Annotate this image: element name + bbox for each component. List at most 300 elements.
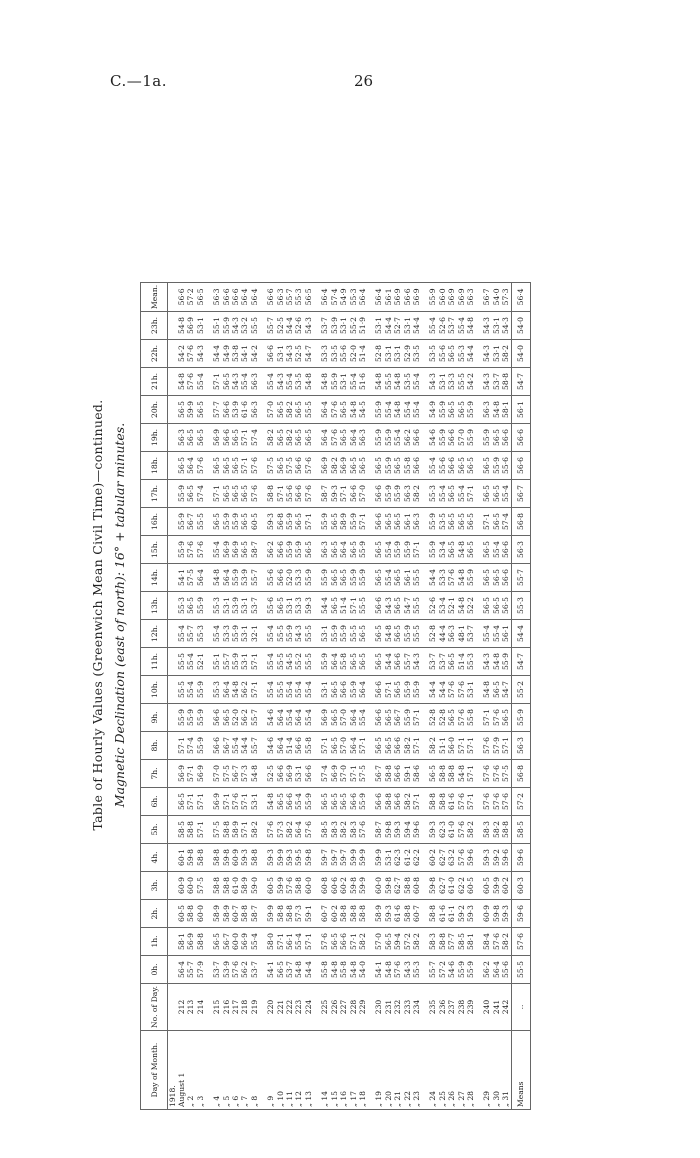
column-header: 18h. [141,451,168,479]
hour-value: 56·5 [330,731,339,759]
hour-value: 56·5 [330,591,339,619]
hour-value: 54·3 [482,311,491,339]
hour-value: 61·6 [393,899,402,927]
means-row [511,282,530,1109]
hour-value: 58·8 [212,871,221,899]
hour-value: 59·4 [393,927,402,955]
hour-value: 56·6 [412,423,421,451]
hour-value: 52·8 [428,703,437,731]
hour-value: 57·1 [196,815,205,843]
empty-cell [205,675,212,703]
hour-value: 56·3 [276,282,285,311]
hour-value: 54·4 [285,311,294,339]
hour-value: 55·4 [438,479,447,507]
hour-value: 58·8 [222,815,231,843]
empty-cell [421,899,428,927]
empty-cell [367,395,374,423]
hour-value: 56·6 [285,787,294,815]
hour-value: 57·6 [492,703,501,731]
hour-value: 58·8 [222,871,231,899]
table-row [384,282,393,1109]
empty-cell [205,843,212,871]
hour-value: 53·1 [393,339,402,367]
hour-value: 59·3 [285,843,294,871]
column-header: Day of Month. [141,1031,168,1110]
hour-value: 57·1 [466,479,475,507]
hour-value: 58·3 [482,815,491,843]
empty-cell [205,927,212,955]
empty-cell [205,983,212,1030]
empty-cell [259,675,266,703]
hour-value: 58·8 [276,899,285,927]
hour-value: 55·8 [304,731,313,759]
hour-value: 60·5 [266,871,275,899]
column-header: 14h. [141,563,168,591]
hour-value: 58·5 [320,815,329,843]
day-of-month: „ 27 [457,1031,466,1110]
empty-cell [168,563,178,591]
hour-value: 55·4 [428,311,437,339]
hour-value: 55·4 [266,675,275,703]
hour-value: 57·9 [196,955,205,983]
empty-cell [367,731,374,759]
hour-value: 55·9 [384,479,393,507]
hour-value: 56·5 [384,731,393,759]
empty-cell [313,927,320,955]
hour-value: 56·4 [186,451,195,479]
empty-cell [421,871,428,899]
hour-value: 55·9 [177,535,186,563]
day-number: 214 [196,983,205,1030]
hour-value: 57·6 [285,871,294,899]
hour-value: 57·6 [457,703,466,731]
empty-cell [168,703,178,731]
hour-value: 58·9 [240,871,249,899]
column-header: 3h. [141,871,168,899]
empty-cell [475,282,482,311]
empty-cell [421,423,428,451]
hour-value: 57·6 [492,927,501,955]
column-header: 17h. [141,479,168,507]
empty-cell [205,619,212,647]
hour-value: 54·8 [177,311,186,339]
hour-value: 55·4 [492,619,501,647]
hour-value: 58·9 [222,899,231,927]
hour-value: 55·9 [177,507,186,535]
table-row [438,282,447,1109]
hour-value: 54·8 [250,759,259,787]
hour-value: 56·5 [276,591,285,619]
day-number: 221 [276,983,285,1030]
empty-cell [367,479,374,507]
hour-value: 60·7 [412,899,421,927]
hour-value: 55·6 [285,479,294,507]
table-row [482,282,491,1109]
mean-value: 55·9 [511,703,530,731]
table-row [177,282,186,1109]
hour-value: 53·2 [240,311,249,339]
hour-value: 60·2 [339,871,348,899]
hour-value: 55·4 [358,703,367,731]
empty-cell [168,675,178,703]
hour-value: 56·5 [222,367,231,395]
empty-cell [313,619,320,647]
table-row [231,282,240,1109]
hour-value: 55·3 [457,339,466,367]
hour-value: 56·3 [403,479,412,507]
hour-value: 54·8 [457,591,466,619]
hour-value: 59·8 [349,871,358,899]
column-header: 12h. [141,619,168,647]
hour-value: 56·6 [231,282,240,311]
hour-value: 56·5 [374,451,383,479]
hour-value: 53·1 [374,311,383,339]
hour-value: 56·5 [447,395,456,423]
hour-value: 57·1 [466,787,475,815]
hour-value: 55·8 [403,451,412,479]
table-title: Table of Hourly Values (Greenwich Mean Civil Time)—continued. [90,399,105,831]
hour-value: 54·4 [438,675,447,703]
hour-value: 58·1 [501,395,511,423]
hour-value: 57·1 [466,759,475,787]
hour-value: 56·6 [374,675,383,703]
hour-value: 61·1 [447,899,456,927]
day-number: 237 [447,983,456,1030]
hour-value: 58·8 [212,843,221,871]
table-row [374,282,383,1109]
hour-value: 57·0 [358,479,367,507]
day-number: 218 [240,983,249,1030]
hour-value: 59·7 [330,843,339,871]
day-of-month: „ 14 [320,1031,329,1110]
day-of-month: „ 13 [304,1031,313,1110]
hour-value: 55·9 [349,675,358,703]
hour-value: 56·6 [339,675,348,703]
hour-value: 58·8 [403,899,412,927]
day-number: 212 [177,983,186,1030]
empty-cell [475,619,482,647]
hour-value: 59·1 [304,899,313,927]
mean-value: 56·3 [511,731,530,759]
day-number: 223 [294,983,303,1030]
hour-value: 54·8 [482,675,491,703]
day-of-month: „ 22 [403,1031,412,1110]
hour-value: 58·9 [339,507,348,535]
hour-value: 56·4 [339,535,348,563]
hour-value: 55·4 [482,619,491,647]
hour-value: 57·6 [482,759,491,787]
hour-value: 56·5 [501,703,511,731]
hour-value: 54·3 [384,591,393,619]
hour-value: 55·7 [186,619,195,647]
hour-value: 55·5 [304,395,313,423]
empty-cell [421,395,428,423]
empty-cell [313,395,320,423]
hour-value: 55·4 [349,367,358,395]
empty-cell [475,563,482,591]
hour-value: 57·6 [186,367,195,395]
hour-value: 56·5 [276,451,285,479]
empty-cell [205,703,212,731]
hour-value: 55·9 [457,955,466,983]
hour-value: 56·6 [304,759,313,787]
hour-value: 55·3 [466,647,475,675]
day-of-month: „ 19 [374,1031,383,1110]
empty-cell [259,787,266,815]
empty-cell [259,423,266,451]
hour-value: 58·1 [466,927,475,955]
hour-value: 54·4 [212,339,221,367]
day-number: 240 [482,983,491,1030]
hour-value: 56·6 [222,395,231,423]
hour-value: 53·5 [403,367,412,395]
hour-value: 56·5 [384,703,393,731]
day-of-month: „ 21 [393,1031,402,1110]
hour-value: 53·1 [339,367,348,395]
hour-value: 53·1 [276,339,285,367]
hour-value: 56·9 [320,451,329,479]
hour-value: 52·5 [266,759,275,787]
hour-value: 60·7 [231,899,240,927]
hour-value: 54·3 [231,311,240,339]
hour-value: 54·6 [266,731,275,759]
hour-value: 58·8 [438,787,447,815]
hour-value: 55·7 [403,647,412,675]
empty-cell [259,619,266,647]
hour-value: 56·5 [374,619,383,647]
mean-value: 60·3 [511,871,530,899]
hour-value: 57·2 [403,927,412,955]
hour-value: 57·6 [266,815,275,843]
hour-value: 57·6 [482,787,491,815]
hour-value: 56·5 [177,787,186,815]
hour-value: 56·9 [457,282,466,311]
empty-cell [475,927,482,955]
empty-cell [475,647,482,675]
hour-value: 55·4 [412,395,421,423]
day-of-month: „ 9 [266,1031,275,1110]
hour-value: 56·9 [330,759,339,787]
hour-value: 56·5 [482,535,491,563]
hour-value: 60·0 [231,927,240,955]
day-number: 235 [428,983,437,1030]
hour-value: 54·8 [330,955,339,983]
group-spacer [367,282,374,1109]
column-header: 4h. [141,843,168,871]
hour-value: 53·3 [294,563,303,591]
column-header: 11h. [141,647,168,675]
hour-value: 57·6 [457,843,466,871]
hour-value: 54·8 [349,955,358,983]
hour-value: 53·1 [294,759,303,787]
column-header: 22h. [141,339,168,367]
hour-value: 57·4 [330,282,339,311]
hour-value: 57·1 [349,759,358,787]
hour-value: 55·1 [212,647,221,675]
empty-cell [313,843,320,871]
hour-value: 56·5 [393,591,402,619]
hour-value: 55·6 [339,339,348,367]
hour-value: 57·6 [457,787,466,815]
hour-value: 56·3 [358,423,367,451]
hour-value: 56·5 [384,927,393,955]
group-spacer [421,282,428,1109]
table-row [276,282,285,1109]
hour-value: 56·5 [457,507,466,535]
hour-value: 57·6 [457,815,466,843]
day-of-month: „ 31 [501,1031,511,1110]
hour-value: 60·0 [304,871,313,899]
empty-cell [421,339,428,367]
hour-value: 54·8 [349,395,358,423]
hour-value: 56·5 [492,423,501,451]
hour-value: 56·5 [374,535,383,563]
hour-value: 56·5 [320,787,329,815]
hour-value: 54·8 [457,759,466,787]
empty-cell [421,535,428,563]
empty-cell [313,871,320,899]
hour-value: 55·9 [438,423,447,451]
hour-value: 59·9 [276,843,285,871]
hour-value: 55·7 [428,955,437,983]
empty-cell [168,871,178,899]
column-header: 13h. [141,591,168,619]
hour-value: 56·5 [196,423,205,451]
mean-value: 54·0 [511,339,530,367]
empty-cell [205,367,212,395]
hour-value: 56·7 [222,927,231,955]
hour-value: 53·1 [492,311,501,339]
empty-cell [367,535,374,563]
hour-value: 53·1 [320,675,329,703]
hour-value: 58·2 [492,815,501,843]
hour-value: 62·7 [438,871,447,899]
hour-value: 53·7 [212,955,221,983]
hour-value: 54·3 [482,647,491,675]
hour-value: 56·3 [212,282,221,311]
hour-value: 51·6 [358,367,367,395]
table-row [266,282,275,1109]
hour-value: 57·6 [492,787,501,815]
hour-value: 56·9 [412,282,421,311]
hour-value: 55·9 [177,703,186,731]
hour-value: 56·3 [447,619,456,647]
day-of-month: „ 24 [428,1031,437,1110]
hour-value: 56·5 [447,479,456,507]
hour-value: 62·2 [412,843,421,871]
hour-value: 59·9 [349,843,358,871]
empty-cell [259,367,266,395]
hour-value: 58·2 [285,395,294,423]
hour-value: 53·7 [250,955,259,983]
hour-value: 55·5 [412,619,421,647]
hour-value: 56·4 [250,282,259,311]
hour-value: 55·5 [412,591,421,619]
hour-value: 56·2 [403,423,412,451]
hour-value: 55·8 [339,647,348,675]
hour-value: 51·1 [438,731,447,759]
hour-value: 56·5 [482,563,491,591]
empty-cell [475,731,482,759]
hour-value: 56·0 [447,731,456,759]
hour-value: 52·5 [294,339,303,367]
hour-value: 60·1 [177,843,186,871]
empty-cell [205,535,212,563]
hour-value: 57·4 [196,479,205,507]
hour-value: 57·0 [374,927,383,955]
hour-value: 59·3 [240,843,249,871]
empty-cell [259,955,266,983]
hour-value: 56·5 [339,423,348,451]
empty-cell [421,619,428,647]
empty-cell [259,983,266,1030]
empty-cell [475,815,482,843]
empty-cell [367,703,374,731]
hour-value: 55·9 [196,675,205,703]
hour-value: 52·0 [349,339,358,367]
hour-value: 58·8 [358,899,367,927]
hour-value: 56·4 [349,423,358,451]
column-header: 15h. [141,535,168,563]
hour-value: 60·2 [330,899,339,927]
empty-cell [367,955,374,983]
hour-value: 53·7 [428,647,437,675]
hour-value: 54·1 [374,955,383,983]
hour-value: 54·8 [393,395,402,423]
hour-value: 56·7 [482,282,491,311]
hour-value: 56·5 [330,675,339,703]
hour-value: 48·1 [457,619,466,647]
table-row [412,282,421,1109]
hour-value: 57·6 [231,955,240,983]
hour-value: 57·0 [266,395,275,423]
hour-value: 55·5 [276,675,285,703]
empty-cell [168,731,178,759]
hour-value: 54·3 [482,367,491,395]
empty-cell [168,619,178,647]
hour-value: 55·9 [403,619,412,647]
hour-value: 57·0 [339,703,348,731]
day-number: 215 [212,983,221,1030]
hour-value: 53·7 [447,311,456,339]
hour-value: 54·5 [285,647,294,675]
table-row [358,282,367,1109]
hour-value: 60·9 [177,871,186,899]
day-of-month: „ 28 [466,1031,475,1110]
table-row [294,282,303,1109]
hour-value: 59·3 [428,815,437,843]
hour-value: 57·1 [358,731,367,759]
hour-value: 58·3 [330,815,339,843]
hour-value: 56·5 [447,647,456,675]
hour-value: 56·5 [349,647,358,675]
hour-value: 58·7 [250,899,259,927]
hour-value: 59·3 [482,843,491,871]
hour-value: 55·7 [250,703,259,731]
hour-value: 62·7 [438,843,447,871]
hour-value: 55·7 [285,282,294,311]
hour-value: 54·8 [266,787,275,815]
empty-cell [313,1031,320,1110]
hour-value: 58·2 [358,927,367,955]
hour-value: 55·9 [285,507,294,535]
hour-value: 58·8 [196,843,205,871]
hour-value: 58·2 [412,479,421,507]
hour-value: 55·9 [384,423,393,451]
empty-cell [313,983,320,1030]
hour-value: 56·5 [240,507,249,535]
hour-value: 56·5 [294,395,303,423]
